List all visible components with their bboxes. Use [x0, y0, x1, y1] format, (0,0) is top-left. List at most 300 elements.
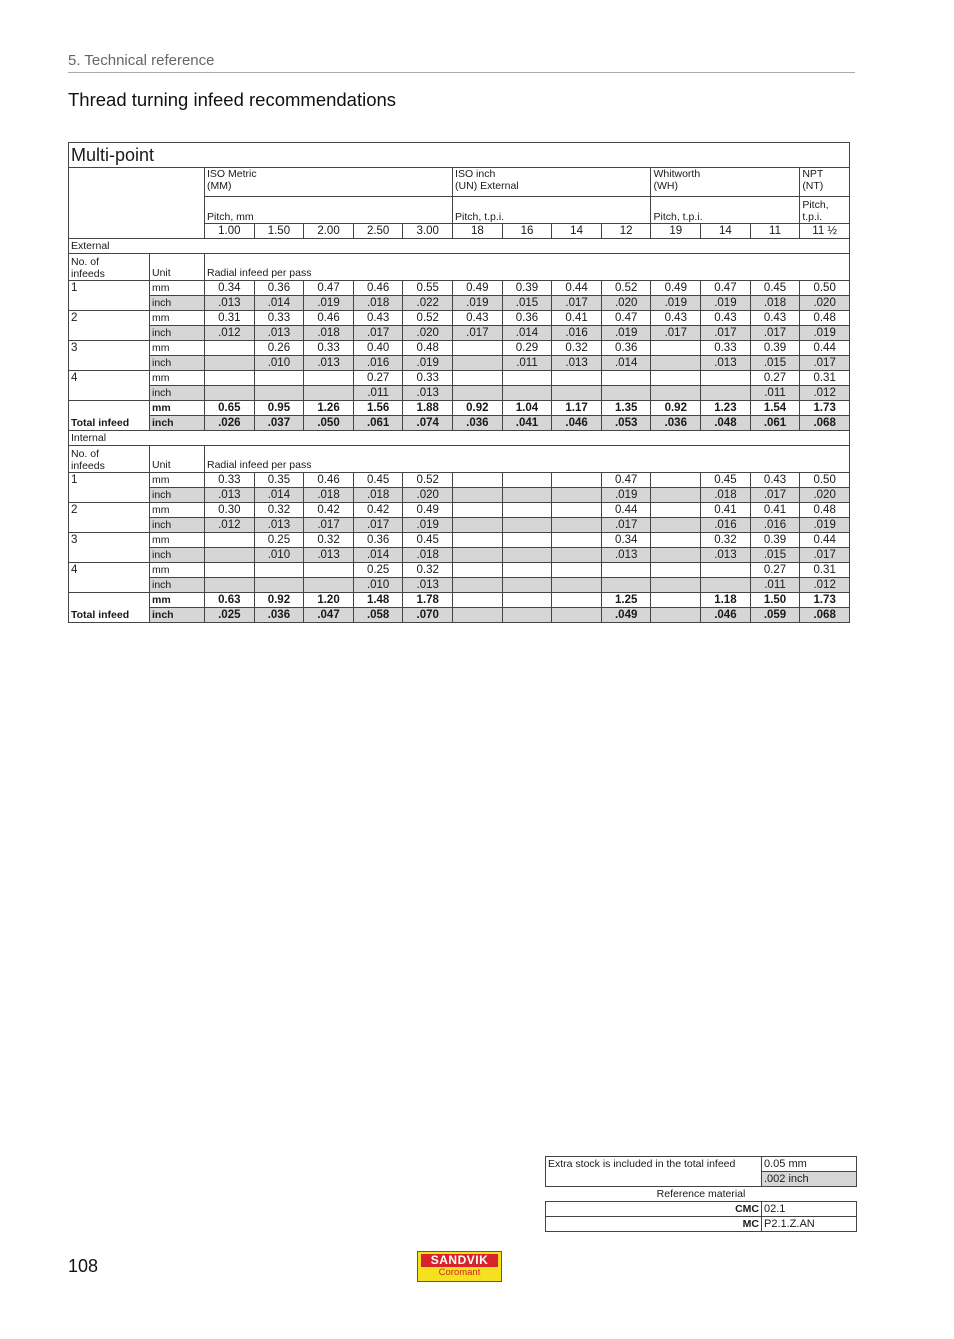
total-infeed-label: Total infeed: [69, 593, 150, 623]
value-mm: 0.45: [353, 473, 403, 488]
value-mm: 0.31: [800, 371, 850, 386]
value-mm: 0.46: [304, 473, 354, 488]
value-mm: [651, 533, 701, 548]
value-inch: .017: [750, 326, 800, 341]
value-mm: 0.32: [701, 533, 751, 548]
infeed-table: [68, 142, 850, 623]
table-caption: Multi-point: [69, 143, 850, 168]
value-inch: .017: [353, 326, 403, 341]
group-name: Whitworth: [653, 168, 701, 180]
total-inch: .074: [403, 416, 453, 431]
value-inch: [601, 578, 651, 593]
value-inch: .019: [304, 296, 354, 311]
col-unit: Unit: [150, 254, 205, 281]
value-inch: [502, 578, 552, 593]
value-inch: .013: [205, 296, 255, 311]
unit-inch: inch: [150, 488, 205, 503]
total-mm: 0.65: [205, 401, 255, 416]
unit-inch: inch: [150, 578, 205, 593]
value-inch: .017: [651, 326, 701, 341]
value-mm: 0.49: [403, 503, 453, 518]
value-inch: .019: [403, 518, 453, 533]
value-inch: .014: [502, 326, 552, 341]
table-row: [69, 503, 850, 518]
cmc-value: 02.1: [762, 1202, 857, 1217]
value-inch: [651, 518, 701, 533]
infeed-number: 1: [69, 281, 150, 311]
pitch-value: 14: [552, 224, 602, 239]
value-inch: .017: [800, 548, 850, 563]
value-mm: [502, 371, 552, 386]
total-inch: .050: [304, 416, 354, 431]
value-mm: 0.33: [701, 341, 751, 356]
value-inch: .017: [552, 296, 602, 311]
value-mm: [651, 341, 701, 356]
value-mm: 0.43: [651, 311, 701, 326]
value-mm: 0.42: [353, 503, 403, 518]
table-row: [69, 371, 850, 386]
value-mm: 0.45: [750, 281, 800, 296]
value-inch: [254, 578, 304, 593]
value-mm: 0.52: [403, 311, 453, 326]
value-inch: .019: [651, 296, 701, 311]
total-inch: .046: [552, 416, 602, 431]
value-mm: 0.39: [750, 533, 800, 548]
value-mm: [701, 563, 751, 578]
value-inch: [502, 548, 552, 563]
total-mm: 0.95: [254, 401, 304, 416]
pitch-value: 1.00: [205, 224, 255, 239]
value-mm: [254, 563, 304, 578]
total-mm: 1.56: [353, 401, 403, 416]
value-inch: [552, 548, 602, 563]
value-inch: .013: [304, 548, 354, 563]
value-mm: [601, 371, 651, 386]
value-mm: 0.48: [800, 311, 850, 326]
value-inch: .020: [800, 488, 850, 503]
value-inch: .018: [353, 488, 403, 503]
table-row: [69, 143, 850, 168]
value-inch: .018: [701, 488, 751, 503]
total-mm: 1.18: [701, 593, 751, 608]
group-header: [651, 168, 800, 197]
no-infeeds-label: No. of: [71, 448, 100, 460]
total-inch: .036: [453, 416, 503, 431]
unit-mm: mm: [150, 401, 205, 416]
col-no-infeeds: [69, 254, 150, 281]
value-mm: 0.36: [601, 341, 651, 356]
value-inch: .019: [601, 326, 651, 341]
value-inch: .017: [750, 488, 800, 503]
value-mm: 0.36: [254, 281, 304, 296]
total-mm: [552, 593, 602, 608]
unit-mm: mm: [150, 593, 205, 608]
total-mm: 0.92: [651, 401, 701, 416]
value-mm: 0.31: [800, 563, 850, 578]
total-inch: .058: [353, 608, 403, 623]
pitch-value: 3.00: [403, 224, 453, 239]
value-inch: .019: [453, 296, 503, 311]
value-inch: .013: [254, 326, 304, 341]
value-inch: .014: [601, 356, 651, 371]
total-mm: 1.78: [403, 593, 453, 608]
pitch-value: 1.50: [254, 224, 304, 239]
value-mm: 0.40: [353, 341, 403, 356]
total-mm: [502, 593, 552, 608]
value-mm: [651, 371, 701, 386]
value-mm: 0.47: [701, 281, 751, 296]
group-code: (UN) External: [455, 180, 519, 192]
value-inch: [205, 548, 255, 563]
value-inch: [651, 488, 701, 503]
value-inch: [651, 356, 701, 371]
logo-text-coromant: Coromant: [438, 1267, 481, 1278]
total-inch: [651, 608, 701, 623]
value-inch: .022: [403, 296, 453, 311]
unit-inch: inch: [150, 326, 205, 341]
value-mm: 0.44: [800, 341, 850, 356]
value-mm: [205, 371, 255, 386]
total-mm: 1.48: [353, 593, 403, 608]
value-inch: .012: [800, 386, 850, 401]
total-inch: [552, 608, 602, 623]
value-mm: 0.25: [353, 563, 403, 578]
value-inch: .020: [800, 296, 850, 311]
value-mm: [502, 473, 552, 488]
value-inch: .020: [403, 488, 453, 503]
value-inch: .019: [800, 326, 850, 341]
total-inch: .048: [701, 416, 751, 431]
table-row: [69, 239, 850, 254]
value-inch: .020: [403, 326, 453, 341]
pitch-value: 11 ½: [800, 224, 850, 239]
unit-inch: inch: [150, 548, 205, 563]
value-inch: [701, 578, 751, 593]
value-mm: [453, 473, 503, 488]
col-no-infeeds: [69, 446, 150, 473]
value-inch: [651, 578, 701, 593]
value-mm: 0.36: [502, 311, 552, 326]
value-mm: 0.50: [800, 281, 850, 296]
cmc-label: CMC: [546, 1202, 762, 1217]
value-mm: 0.41: [701, 503, 751, 518]
total-inch: .061: [750, 416, 800, 431]
value-mm: 0.46: [353, 281, 403, 296]
unit-mm: mm: [150, 563, 205, 578]
infeed-number: 3: [69, 341, 150, 371]
value-mm: 0.33: [403, 371, 453, 386]
total-inch: .070: [403, 608, 453, 623]
value-mm: 0.32: [552, 341, 602, 356]
pitch-label-cell: [205, 197, 453, 224]
value-inch: [453, 488, 503, 503]
value-inch: .012: [205, 518, 255, 533]
total-infeed-label: Total infeed: [69, 401, 150, 431]
group-code: (NT): [802, 180, 824, 192]
value-mm: 0.45: [701, 473, 751, 488]
value-inch: [552, 518, 602, 533]
total-inch: .053: [601, 416, 651, 431]
value-mm: [502, 563, 552, 578]
value-inch: .014: [254, 488, 304, 503]
value-mm: [552, 533, 602, 548]
group-code: (WH): [653, 180, 678, 192]
pitch-value: 2.00: [304, 224, 354, 239]
value-inch: .015: [750, 548, 800, 563]
value-inch: .011: [750, 386, 800, 401]
table-row: [69, 326, 850, 341]
value-inch: .013: [552, 356, 602, 371]
value-mm: 0.48: [800, 503, 850, 518]
value-mm: 0.27: [353, 371, 403, 386]
value-inch: .013: [205, 488, 255, 503]
value-inch: .012: [205, 326, 255, 341]
total-inch: .049: [601, 608, 651, 623]
total-inch: .047: [304, 608, 354, 623]
value-mm: [304, 563, 354, 578]
infeed-number: 4: [69, 371, 150, 401]
total-mm: 0.92: [453, 401, 503, 416]
infeed-number: 4: [69, 563, 150, 593]
extra-stock-label: Extra stock is included in the total infeed: [546, 1157, 762, 1187]
total-inch: .036: [651, 416, 701, 431]
value-mm: 0.39: [750, 341, 800, 356]
total-mm: [453, 593, 503, 608]
pitch-value: 18: [453, 224, 503, 239]
total-inch: .059: [750, 608, 800, 623]
table-row: [69, 518, 850, 533]
value-mm: [502, 503, 552, 518]
value-mm: [205, 533, 255, 548]
pitch-value: 14: [701, 224, 751, 239]
unit-inch: inch: [150, 356, 205, 371]
value-mm: 0.43: [701, 311, 751, 326]
value-inch: .016: [750, 518, 800, 533]
value-inch: .019: [701, 296, 751, 311]
total-inch: .046: [701, 608, 751, 623]
logo-text-sandvik: SANDVIK: [421, 1254, 498, 1267]
value-inch: .012: [800, 578, 850, 593]
value-mm: 0.26: [254, 341, 304, 356]
value-inch: [651, 386, 701, 401]
value-inch: [651, 548, 701, 563]
total-inch: .025: [205, 608, 255, 623]
value-inch: .019: [601, 488, 651, 503]
value-mm: 0.25: [254, 533, 304, 548]
page-number: 108: [68, 1256, 99, 1276]
table-row: [69, 548, 850, 563]
value-mm: [205, 563, 255, 578]
infeed-number: 1: [69, 473, 150, 503]
total-mm: 1.73: [800, 593, 850, 608]
group-header: [453, 168, 651, 197]
value-mm: 0.27: [750, 563, 800, 578]
table-row: [69, 254, 850, 281]
value-inch: [304, 578, 354, 593]
value-inch: [552, 488, 602, 503]
section-label: External: [69, 239, 850, 254]
total-mm: 1.25: [601, 593, 651, 608]
no-infeeds-label-2: infeeds: [71, 268, 105, 280]
value-mm: 0.44: [601, 503, 651, 518]
value-mm: 0.55: [403, 281, 453, 296]
value-mm: 0.43: [750, 473, 800, 488]
value-inch: .015: [750, 356, 800, 371]
pitch-label: Pitch, mm: [207, 211, 254, 223]
value-inch: [552, 386, 602, 401]
unit-mm: mm: [150, 473, 205, 488]
value-inch: .011: [750, 578, 800, 593]
value-inch: .019: [800, 518, 850, 533]
value-inch: .017: [353, 518, 403, 533]
value-mm: [552, 371, 602, 386]
value-inch: [502, 488, 552, 503]
value-inch: [205, 578, 255, 593]
value-inch: [453, 518, 503, 533]
group-header: [205, 168, 453, 197]
value-mm: 0.45: [403, 533, 453, 548]
value-inch: [552, 578, 602, 593]
total-mm: [651, 593, 701, 608]
value-inch: .011: [502, 356, 552, 371]
pitch-value: 19: [651, 224, 701, 239]
value-inch: [254, 386, 304, 401]
table-row: [69, 341, 850, 356]
total-mm: 1.73: [800, 401, 850, 416]
value-mm: [651, 563, 701, 578]
total-mm: 1.26: [304, 401, 354, 416]
value-inch: .014: [254, 296, 304, 311]
value-inch: .010: [254, 548, 304, 563]
unit-mm: mm: [150, 503, 205, 518]
unit-mm: mm: [150, 311, 205, 326]
unit-inch: inch: [150, 416, 205, 431]
table-row: [69, 416, 850, 431]
total-mm: 0.63: [205, 593, 255, 608]
value-mm: 0.43: [453, 311, 503, 326]
unit-mm: mm: [150, 371, 205, 386]
total-mm: 1.88: [403, 401, 453, 416]
total-inch: .036: [254, 608, 304, 623]
value-inch: [205, 356, 255, 371]
value-inch: .017: [701, 326, 751, 341]
value-mm: 0.44: [552, 281, 602, 296]
value-mm: 0.35: [254, 473, 304, 488]
value-inch: .019: [403, 356, 453, 371]
sandvik-logo: [417, 1251, 502, 1282]
value-mm: 0.43: [750, 311, 800, 326]
value-inch: .018: [304, 488, 354, 503]
value-mm: 0.48: [403, 341, 453, 356]
reference-material-label: Reference material: [656, 1188, 746, 1200]
value-mm: [651, 473, 701, 488]
pitch-label: Pitch, t.p.i.: [653, 211, 703, 223]
value-inch: .010: [254, 356, 304, 371]
extra-stock-mm: 0.05 mm: [762, 1157, 857, 1172]
value-inch: .013: [701, 356, 751, 371]
pitch-label-2: t.p.i.: [802, 211, 823, 223]
table-row: [69, 281, 850, 296]
value-inch: [304, 386, 354, 401]
table-row: [69, 488, 850, 503]
table-row: [69, 431, 850, 446]
pitch-value: 11: [750, 224, 800, 239]
value-mm: 0.32: [403, 563, 453, 578]
value-inch: .017: [304, 518, 354, 533]
table-row: [69, 446, 850, 473]
infeed-number: 2: [69, 503, 150, 533]
unit-mm: mm: [150, 281, 205, 296]
pitch-label-cell: [651, 197, 800, 224]
value-inch: [701, 386, 751, 401]
value-mm: 0.29: [502, 341, 552, 356]
value-inch: .013: [254, 518, 304, 533]
value-inch: .013: [304, 356, 354, 371]
pitch-value: 16: [502, 224, 552, 239]
value-mm: [701, 371, 751, 386]
value-inch: .010: [353, 578, 403, 593]
total-inch: .068: [800, 608, 850, 623]
value-inch: [601, 386, 651, 401]
total-inch: .026: [205, 416, 255, 431]
total-mm: 1.54: [750, 401, 800, 416]
value-mm: 0.36: [353, 533, 403, 548]
unit-inch: inch: [150, 518, 205, 533]
table-row: [69, 593, 850, 608]
value-mm: [601, 563, 651, 578]
value-inch: [453, 548, 503, 563]
value-inch: [453, 356, 503, 371]
value-mm: [453, 563, 503, 578]
total-mm: 1.35: [601, 401, 651, 416]
table-row: [69, 563, 850, 578]
value-mm: 0.34: [601, 533, 651, 548]
total-mm: 0.92: [254, 593, 304, 608]
value-inch: [453, 578, 503, 593]
pitch-value: 12: [601, 224, 651, 239]
value-mm: 0.47: [304, 281, 354, 296]
table-row: [69, 401, 850, 416]
page-title: Thread turning infeed recommendations: [68, 89, 397, 110]
mc-value: P2.1.Z.AN: [762, 1217, 857, 1232]
unit-mm: mm: [150, 533, 205, 548]
value-inch: .011: [353, 386, 403, 401]
value-mm: [453, 371, 503, 386]
value-inch: [453, 386, 503, 401]
value-mm: 0.43: [353, 311, 403, 326]
pitch-label: Pitch, t.p.i.: [455, 211, 505, 223]
value-mm: 0.31: [205, 311, 255, 326]
value-inch: [205, 386, 255, 401]
group-name: ISO inch: [455, 168, 496, 180]
unit-inch: inch: [150, 386, 205, 401]
total-inch: [502, 608, 552, 623]
value-mm: 0.52: [601, 281, 651, 296]
value-mm: 0.41: [750, 503, 800, 518]
value-inch: .018: [353, 296, 403, 311]
extra-stock-inch: .002 inch: [762, 1172, 857, 1187]
value-mm: 0.32: [304, 533, 354, 548]
value-inch: .016: [552, 326, 602, 341]
value-mm: 0.27: [750, 371, 800, 386]
value-mm: [205, 341, 255, 356]
section-label: Internal: [69, 431, 850, 446]
infeed-number: 2: [69, 311, 150, 341]
col-unit: Unit: [150, 446, 205, 473]
table-row: [69, 168, 850, 197]
no-infeeds-label: No. of: [71, 256, 100, 268]
pitch-label-cell: [453, 197, 651, 224]
